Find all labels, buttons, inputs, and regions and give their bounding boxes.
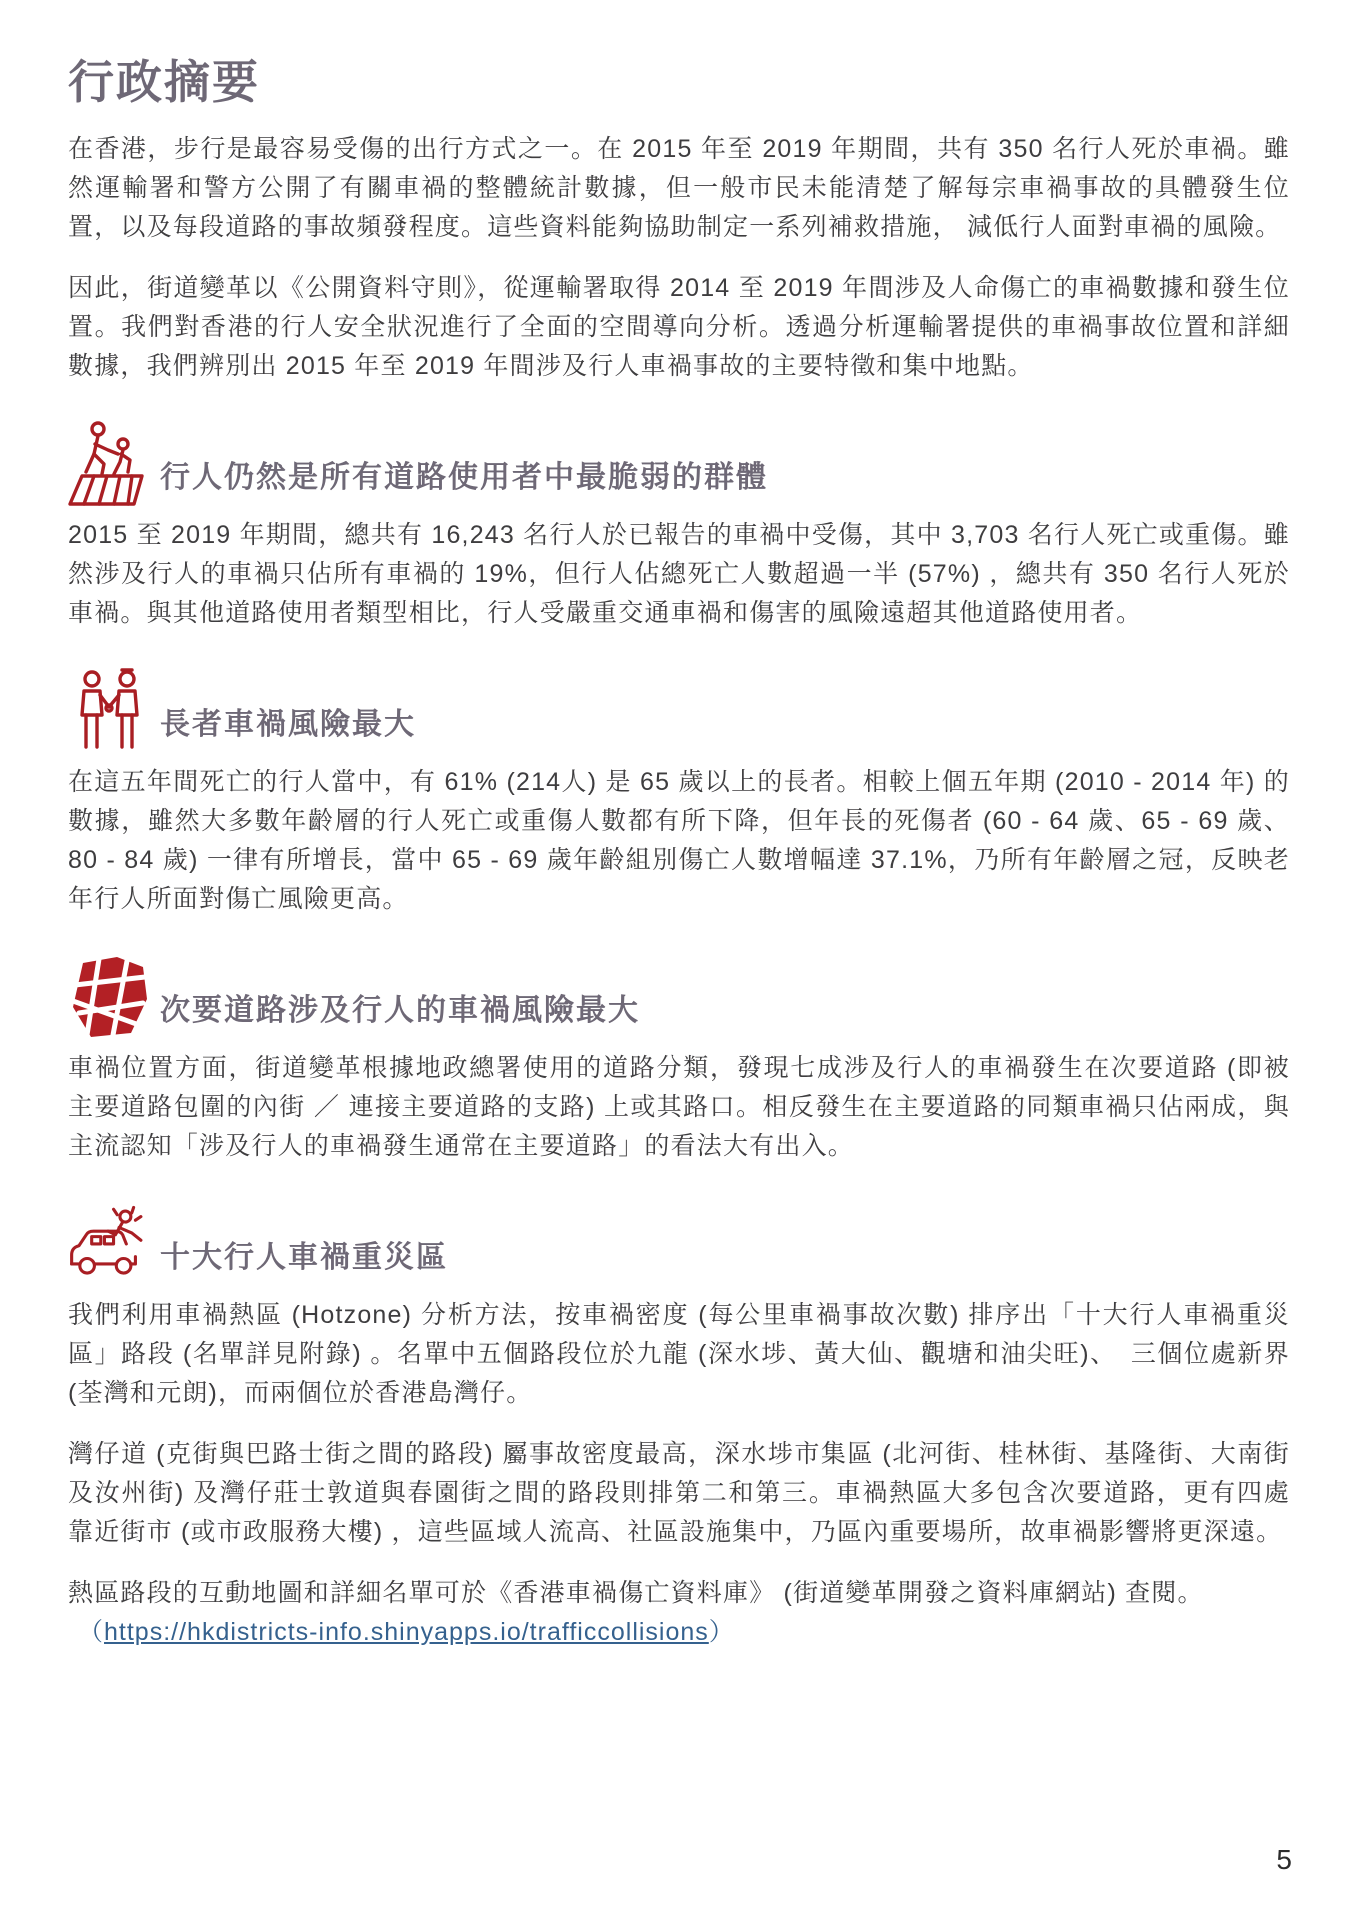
secondary-roads-map-icon <box>68 953 150 1039</box>
section-paragraph: 在這五年間死亡的行人當中，有 61% (214人) 是 65 歲以上的長者。相較上個五年期 (2010 - 2014 年) 的數據，雖然大多數年齡層的行人死亡或重傷人數都有所下降，但年長的死傷者 (60 - 64 歲、65 - 69 歲、80 - 84 歲) 一律有所增長，當中 65 - 69 歲年齡組別傷亡人數增幅達 37.1%，乃所有年齡層之冠，反映老年行人所面對傷亡風險更高。 <box>68 768 1290 913</box>
page-number: 5 <box>1276 1844 1292 1875</box>
section-paragraph: 灣仔道 (克街與巴路士街之間的路段) 屬事故密度最高，深水埗市集區 (北河街、桂林街、基隆街、大南街及汝州街) 及灣仔莊士敦道與春園街之間的路段則排第二和第三。車禍熱區大多包含次要道路，更有四處靠近街市 (或市政服務大樓) ，這些區域人流高、社區設施集中，乃區內重要場所，故車禍影響將更深遠。 <box>68 1440 1290 1546</box>
section-header-elderly <box>68 667 1290 753</box>
car-pedestrian-collision-icon <box>68 1200 150 1286</box>
section-heading-hotzones: 十大行人車禍重災區 <box>160 1241 448 1274</box>
link-line <box>68 1613 1290 1652</box>
section-paragraph: 2015 至 2019 年期間，總共有 16,243 名行人於已報告的車禍中受傷，其中 3,703 名行人死亡或重傷。雖然涉及行人的車禍只佔所有車禍的 19%，但行人佔總死亡人數超過一半 (57%) ，總共有 350 名行人死於車禍。與其他道路使用者類型相比，行人受嚴重交通車禍和傷害的風險遠超其他道路使用者。 <box>68 521 1290 627</box>
footer-note: 熱區路段的互動地圖和詳細名單可於《香港車禍傷亡資料庫》 (街道變革開發之資料庫網站) 查閱。 <box>68 1579 1204 1607</box>
elderly-couple-icon <box>68 667 150 753</box>
link-open-paren: （ <box>78 1618 105 1646</box>
pedestrians-crossing-icon <box>68 420 150 506</box>
section-header-secondary-roads <box>68 953 1290 1039</box>
section-paragraph: 我們利用車禍熱區 (Hotzone) 分析方法，按車禍密度 (每公里車禍事故次數) 排序出「十大行人車禍重災區」路段 (名單詳見附錄) 。名單中五個路段位於九龍 (深水埗、黃大仙、觀塘和油尖旺)、 三個位處新界 (荃灣和元朗)，而兩個位於香港島灣仔。 <box>68 1301 1290 1407</box>
intro-paragraph-1: 在香港，步行是最容易受傷的出行方式之一。在 2015 年至 2019 年期間，共有 350 名行人死於車禍。雖然運輸署和警方公開了有關車禍的整體統計數據，但一般市民未能清楚了解每宗車禍事故的具體發生位置，以及每段道路的事故頻發程度。這些資料能夠協助制定一系列補救措施， 減低行人面對車禍的風險。 <box>68 135 1290 241</box>
section-heading-elderly: 長者車禍風險最大 <box>160 708 416 741</box>
intro-paragraph-2: 因此，街道變革以《公開資料守則》，從運輸署取得 2014 至 2019 年間涉及人命傷亡的車禍數據和發生位置。我們對香港的行人安全狀況進行了全面的空間導向分析。透過分析運輸署提供的車禍事故位置和詳細數據，我們辨別出 2015 年至 2019 年間涉及行人車禍事故的主要特徵和集中地點。 <box>68 274 1290 380</box>
section-header-hotzones <box>68 1200 1290 1286</box>
section-header-pedestrians <box>68 420 1290 506</box>
section-paragraph: 車禍位置方面，街道變革根據地政總署使用的道路分類，發現七成涉及行人的車禍發生在次要道路 (即被主要道路包圍的內街 ／ 連接主要道路的支路) 上或其路口。相反發生在主要道路的同類車禍只佔兩成，與主流認知「涉及行人的車禍發生通常在主要道路」的看法大有出入。 <box>68 1054 1290 1160</box>
page-title: 行政摘要 <box>68 56 260 108</box>
section-heading-secondary-roads: 次要道路涉及行人的車禍風險最大 <box>160 994 640 1027</box>
section-heading-pedestrians: 行人仍然是所有道路使用者中最脆弱的群體 <box>160 461 768 494</box>
link-close-paren: ） <box>708 1618 735 1646</box>
traffic-collisions-database-link[interactable]: https://hkdistricts-info.shinyapps.io/trafficcollisions <box>104 1618 709 1646</box>
